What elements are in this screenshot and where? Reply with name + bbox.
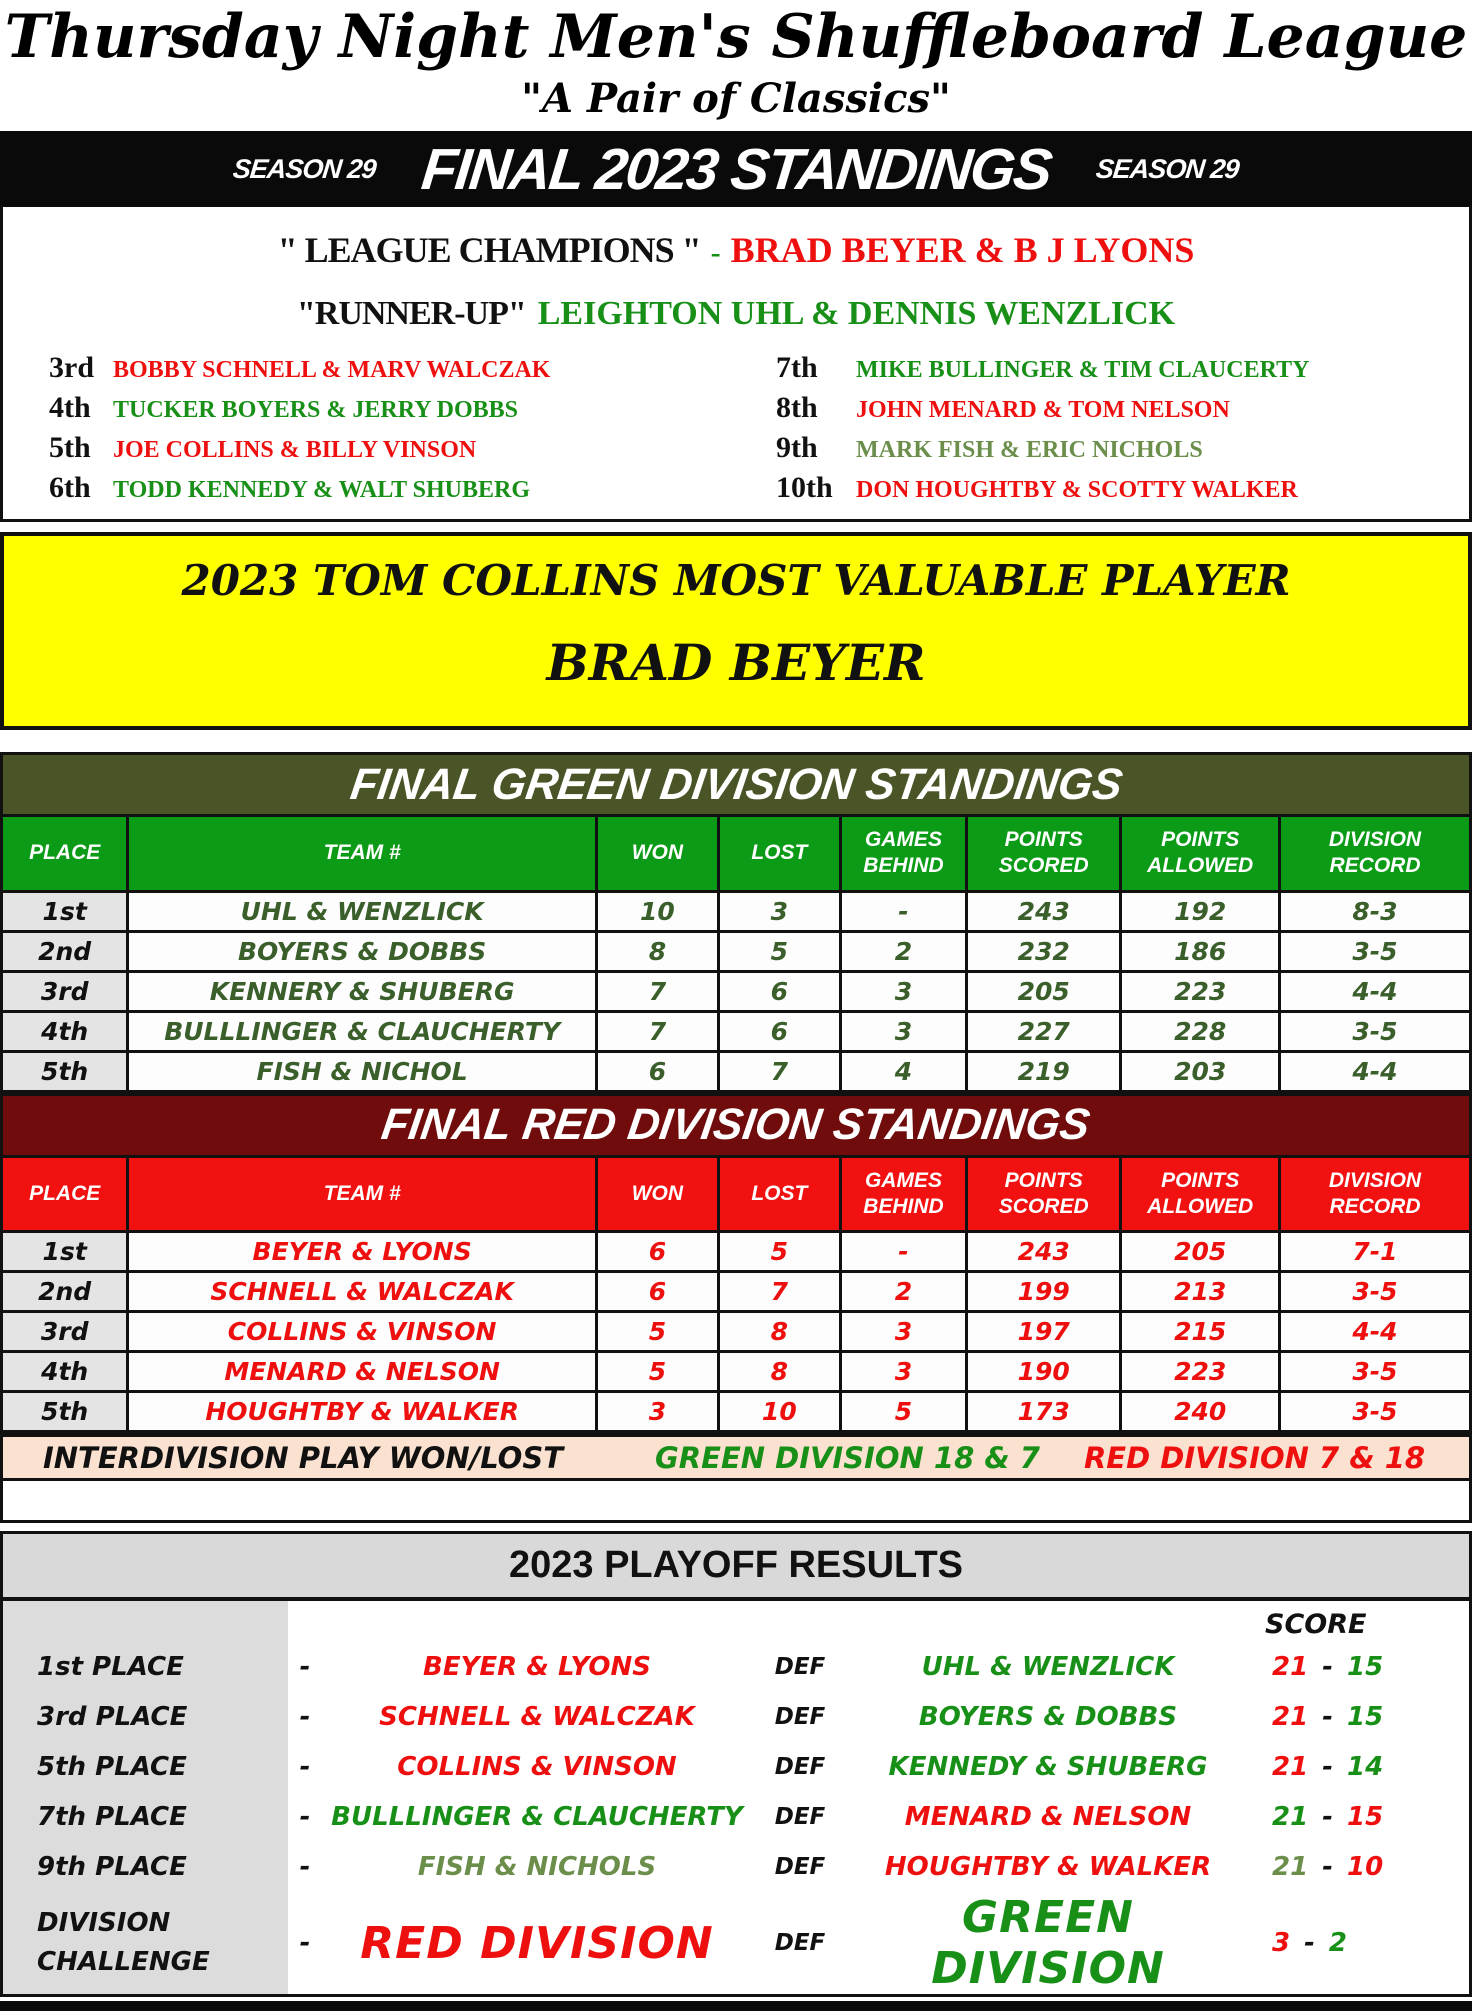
- green-division-rows: [2, 891, 1471, 1091]
- games-behind-cell: 3: [840, 1312, 966, 1352]
- place-cell: 1st: [2, 1232, 128, 1272]
- lost-cell: 8: [718, 1352, 840, 1392]
- playoff-def-label: DEF: [774, 1704, 826, 1730]
- playoff-place-label: [3, 1904, 288, 1982]
- runner-up-names: LEIGHTON UHL & DENNIS WENZLICK: [537, 295, 1176, 332]
- placing-rank: 9th: [776, 431, 818, 464]
- points-scored-cell: 227: [967, 1011, 1121, 1051]
- season-left: SEASON 29: [231, 153, 378, 184]
- loser-score: 15: [1346, 1652, 1384, 1682]
- red-division-banner: [2, 1094, 1471, 1156]
- placing-rank: 4th: [49, 391, 91, 424]
- lost-cell: 6: [718, 1011, 840, 1051]
- points-scored-cell: 219: [967, 1051, 1121, 1091]
- placing-rank: 5th: [49, 431, 91, 464]
- points-allowed-cell: 186: [1121, 931, 1280, 971]
- games-behind-cell: 3: [840, 1352, 966, 1392]
- playoff-score: [1248, 1802, 1469, 1832]
- playoff-dash: -: [299, 1702, 311, 1732]
- placing-team-names: MARK FISH & ERIC NICHOLS: [856, 437, 1203, 463]
- playoff-winner: BEYER & LYONS: [423, 1652, 651, 1682]
- playoff-dash: -: [299, 1928, 311, 1958]
- playoff-score: [1248, 1852, 1469, 1882]
- column-header: DIVISION RECORD: [1279, 1156, 1470, 1232]
- playoffs-body: [3, 1601, 1469, 1994]
- games-behind-cell: 5: [840, 1392, 966, 1432]
- division-record-cell: 8-3: [1279, 891, 1470, 931]
- playoff-place-line: CHALLENGE: [37, 1947, 210, 1977]
- games-behind-cell: 3: [840, 971, 966, 1011]
- loser-score: 15: [1346, 1802, 1384, 1832]
- playoff-loser: HOUGHTBY & WALKER: [884, 1852, 1212, 1882]
- runner-up-label: "RUNNER-UP": [296, 295, 526, 332]
- playoff-def-label: DEF: [774, 1754, 826, 1780]
- division-table-row: [2, 971, 1471, 1011]
- lost-cell: 7: [718, 1272, 840, 1312]
- placing-item: [21, 391, 736, 425]
- playoff-dash: -: [299, 1752, 311, 1782]
- spacer: [0, 730, 1472, 752]
- lost-cell: 7: [718, 1051, 840, 1091]
- placing-item: [736, 391, 1451, 425]
- playoffs-rows: [3, 1642, 1469, 1994]
- column-header: POINTS ALLOWED: [1121, 816, 1280, 892]
- division-table-row: [2, 1352, 1471, 1392]
- playoff-place-label: [3, 1652, 288, 1682]
- division-table-row: [2, 1272, 1471, 1312]
- placing-rank: 8th: [776, 391, 818, 424]
- won-cell: 5: [596, 1312, 718, 1352]
- playoffs-title: 2023 PLAYOFF RESULTS: [508, 1544, 963, 1586]
- points-scored-cell: 205: [967, 971, 1121, 1011]
- column-header: LOST: [718, 1156, 840, 1232]
- division-record-cell: 3-5: [1279, 1352, 1470, 1392]
- division-record-cell: 7-1: [1279, 1232, 1470, 1272]
- playoffs-section: [0, 1531, 1472, 1997]
- playoff-place-label: [3, 1702, 288, 1732]
- placing-team-names: JOE COLLINS & BILLY VINSON: [113, 437, 477, 463]
- playoff-place-line: 7th PLACE: [37, 1802, 187, 1832]
- playoff-score: [1248, 1752, 1469, 1782]
- blank-strip: [0, 1481, 1472, 1523]
- score-column-header: SCORE: [1265, 1609, 1367, 1640]
- playoff-def-label: DEF: [774, 1854, 826, 1880]
- team-cell: SCHNELL & WALCZAK: [128, 1272, 597, 1312]
- playoff-loser: UHL & WENZLICK: [921, 1652, 1175, 1682]
- placing-rank: 3rd: [49, 351, 94, 384]
- games-behind-cell: 4: [840, 1051, 966, 1091]
- red-division-table: [0, 1093, 1472, 1434]
- season-banner: [0, 131, 1472, 207]
- division-record-cell: 4-4: [1279, 1312, 1470, 1352]
- green-division-banner: [2, 754, 1471, 816]
- points-allowed-cell: 192: [1121, 891, 1280, 931]
- green-division-banner-text: FINAL GREEN DIVISION STANDINGS: [347, 759, 1125, 809]
- playoff-score: [1248, 1928, 1469, 1958]
- interdivision-strip: [0, 1433, 1472, 1481]
- winner-score: 21: [1272, 1852, 1309, 1882]
- lost-cell: 5: [718, 1232, 840, 1272]
- playoff-score: [1248, 1702, 1469, 1732]
- playoff-place-label: [3, 1752, 288, 1782]
- playoff-place-line: 5th PLACE: [37, 1752, 187, 1782]
- place-cell: 3rd: [2, 971, 128, 1011]
- score-separator: -: [1322, 1802, 1333, 1832]
- score-separator: -: [1322, 1752, 1333, 1782]
- playoff-row: [3, 1742, 1469, 1792]
- division-table-row: [2, 891, 1471, 931]
- placing-item: [21, 351, 736, 385]
- won-cell: 5: [596, 1352, 718, 1392]
- champions-box: [0, 207, 1472, 522]
- column-header: PLACE: [2, 816, 128, 892]
- team-cell: COLLINS & VINSON: [128, 1312, 597, 1352]
- placing-rank: 7th: [776, 351, 818, 384]
- points-allowed-cell: 203: [1121, 1051, 1280, 1091]
- points-allowed-cell: 223: [1121, 971, 1280, 1011]
- points-scored-cell: 232: [967, 931, 1121, 971]
- team-cell: BEYER & LYONS: [128, 1232, 597, 1272]
- season-right: SEASON 29: [1094, 153, 1241, 184]
- games-behind-cell: 2: [840, 1272, 966, 1312]
- points-allowed-cell: 223: [1121, 1352, 1280, 1392]
- score-separator: -: [1322, 1652, 1333, 1682]
- loser-score: 14: [1346, 1752, 1384, 1782]
- division-record-cell: 4-4: [1279, 971, 1470, 1011]
- green-division-table: [0, 752, 1472, 1093]
- loser-score: 15: [1346, 1702, 1384, 1732]
- red-division-rows: [2, 1232, 1471, 1432]
- games-behind-cell: -: [840, 1232, 966, 1272]
- column-header: POINTS SCORED: [967, 816, 1121, 892]
- place-cell: 4th: [2, 1352, 128, 1392]
- division-table-row: [2, 1232, 1471, 1272]
- winner-score: 21: [1272, 1652, 1309, 1682]
- score-separator: -: [1322, 1702, 1333, 1732]
- winner-score: 21: [1272, 1802, 1309, 1832]
- games-behind-cell: 3: [840, 1011, 966, 1051]
- points-allowed-cell: 205: [1121, 1232, 1280, 1272]
- won-cell: 7: [596, 971, 718, 1011]
- games-behind-cell: -: [840, 891, 966, 931]
- placing-item: [736, 351, 1451, 385]
- place-cell: 5th: [2, 1392, 128, 1432]
- playoff-place-label: [3, 1802, 288, 1832]
- placing-item: [736, 431, 1451, 465]
- playoff-row: [3, 1842, 1469, 1892]
- place-cell: 2nd: [2, 931, 128, 971]
- playoff-loser: GREEN DIVISION: [931, 1892, 1165, 1994]
- won-cell: 6: [596, 1272, 718, 1312]
- winner-score: 21: [1272, 1702, 1309, 1732]
- mvp-title: 2023 TOM COLLINS MOST VALUABLE PLAYER: [181, 556, 1291, 605]
- placing-item: [21, 471, 736, 505]
- placing-item: [21, 431, 736, 465]
- playoff-winner: BULLLINGER & CLAUCHERTY: [331, 1802, 743, 1832]
- playoff-row: [3, 1642, 1469, 1692]
- playoff-row: [3, 1792, 1469, 1842]
- interdivision-red-record: RED DIVISION 7 & 18: [1083, 1440, 1426, 1475]
- points-scored-cell: 243: [967, 891, 1121, 931]
- column-header: WON: [596, 1156, 718, 1232]
- playoff-row: [3, 1692, 1469, 1742]
- score-separator: -: [1304, 1928, 1315, 1958]
- placing-team-names: DON HOUGHTBY & SCOTTY WALKER: [856, 477, 1298, 503]
- place-cell: 5th: [2, 1051, 128, 1091]
- team-cell: MENARD & NELSON: [128, 1352, 597, 1392]
- column-header: DIVISION RECORD: [1279, 816, 1470, 892]
- division-table-row: [2, 1051, 1471, 1091]
- division-record-cell: 3-5: [1279, 1011, 1470, 1051]
- won-cell: 10: [596, 891, 718, 931]
- champions-dash: -: [710, 236, 721, 269]
- red-division-header-row: [2, 1156, 1471, 1232]
- placing-rank: 6th: [49, 471, 91, 504]
- column-header: PLACE: [2, 1156, 128, 1232]
- division-table-row: [2, 1392, 1471, 1432]
- champions-names: BRAD BEYER & B J LYONS: [730, 230, 1195, 270]
- score-column-header-row: [3, 1601, 1469, 1642]
- league-title: Thursday Night Men's Shuffleboard League: [4, 2, 1468, 72]
- column-header: TEAM #: [128, 816, 597, 892]
- points-allowed-cell: 213: [1121, 1272, 1280, 1312]
- playoff-place-line: DIVISION: [37, 1908, 171, 1938]
- column-header: WON: [596, 816, 718, 892]
- division-record-cell: 3-5: [1279, 1392, 1470, 1432]
- playoff-row: [3, 1892, 1469, 1994]
- playoff-dash: -: [299, 1652, 311, 1682]
- winner-score: 3: [1272, 1928, 1291, 1958]
- playoff-place-label: [3, 1852, 288, 1882]
- playoff-loser: MENARD & NELSON: [904, 1802, 1192, 1832]
- column-header: POINTS SCORED: [967, 1156, 1121, 1232]
- playoff-winner: COLLINS & VINSON: [397, 1752, 677, 1782]
- column-header: LOST: [718, 816, 840, 892]
- lost-cell: 3: [718, 891, 840, 931]
- winner-score: 21: [1272, 1752, 1309, 1782]
- playoffs-header: [3, 1534, 1469, 1601]
- placing-team-names: JOHN MENARD & TOM NELSON: [856, 397, 1230, 423]
- division-table-row: [2, 1011, 1471, 1051]
- bottom-rule: [0, 2001, 1472, 2011]
- points-scored-cell: 199: [967, 1272, 1121, 1312]
- interdivision-label: INTERDIVISION PLAY WON/LOST: [43, 1440, 563, 1475]
- won-cell: 6: [596, 1051, 718, 1091]
- loser-score: 2: [1328, 1928, 1347, 1958]
- mvp-name: BRAD BEYER: [546, 633, 926, 692]
- placing-team-names: TODD KENNEDY & WALT SHUBERG: [113, 477, 530, 503]
- team-cell: HOUGHTBY & WALKER: [128, 1392, 597, 1432]
- playoff-score: [1248, 1652, 1469, 1682]
- won-cell: 8: [596, 931, 718, 971]
- team-cell: BOYERS & DOBBS: [128, 931, 597, 971]
- playoff-dash: -: [299, 1802, 311, 1832]
- playoff-def-label: DEF: [774, 1804, 826, 1830]
- playoff-place-line: 3rd PLACE: [37, 1702, 188, 1732]
- place-cell: 1st: [2, 891, 128, 931]
- points-allowed-cell: 240: [1121, 1392, 1280, 1432]
- points-scored-cell: 197: [967, 1312, 1121, 1352]
- division-table-row: [2, 931, 1471, 971]
- placing-rank: 10th: [776, 471, 833, 504]
- column-header: POINTS ALLOWED: [1121, 1156, 1280, 1232]
- playoff-place-line: 1st PLACE: [37, 1652, 184, 1682]
- green-division-header-row: [2, 816, 1471, 892]
- playoff-loser: BOYERS & DOBBS: [918, 1702, 1178, 1732]
- playoff-winner: FISH & NICHOLS: [417, 1852, 657, 1882]
- red-division-banner-text: FINAL RED DIVISION STANDINGS: [378, 1100, 1094, 1149]
- division-record-cell: 4-4: [1279, 1051, 1470, 1091]
- runner-up-line: [13, 295, 1459, 333]
- games-behind-cell: 2: [840, 931, 966, 971]
- division-record-cell: 3-5: [1279, 1272, 1470, 1312]
- champions-label: " LEAGUE CHAMPIONS ": [277, 230, 701, 270]
- league-subtitle: "A Pair of Classics": [521, 75, 951, 122]
- team-cell: BULLLINGER & CLAUCHERTY: [128, 1011, 597, 1051]
- points-allowed-cell: 228: [1121, 1011, 1280, 1051]
- placing-team-names: MIKE BULLINGER & TIM CLAUCERTY: [856, 357, 1310, 383]
- won-cell: 6: [596, 1232, 718, 1272]
- loser-score: 10: [1346, 1852, 1384, 1882]
- division-table-row: [2, 1312, 1471, 1352]
- playoff-def-label: DEF: [774, 1654, 826, 1680]
- division-record-cell: 3-5: [1279, 931, 1470, 971]
- team-cell: KENNERY & SHUBERG: [128, 971, 597, 1011]
- points-scored-cell: 190: [967, 1352, 1121, 1392]
- interdivision-green-record: GREEN DIVISION 18 & 7: [655, 1440, 1040, 1475]
- points-allowed-cell: 215: [1121, 1312, 1280, 1352]
- won-cell: 3: [596, 1392, 718, 1432]
- playoff-def-label: DEF: [774, 1930, 826, 1956]
- score-separator: -: [1322, 1852, 1333, 1882]
- column-header: TEAM #: [128, 1156, 597, 1232]
- placings-grid: [13, 351, 1459, 509]
- team-cell: FISH & NICHOL: [128, 1051, 597, 1091]
- placing-team-names: BOBBY SCHNELL & MARV WALCZAK: [113, 357, 551, 383]
- points-scored-cell: 173: [967, 1392, 1121, 1432]
- placing-team-names: TUCKER BOYERS & JERRY DOBBS: [113, 397, 518, 423]
- lost-cell: 8: [718, 1312, 840, 1352]
- place-cell: 4th: [2, 1011, 128, 1051]
- place-cell: 3rd: [2, 1312, 128, 1352]
- playoff-place-line: 9th PLACE: [37, 1852, 187, 1882]
- won-cell: 7: [596, 1011, 718, 1051]
- lost-cell: 6: [718, 971, 840, 1011]
- column-header: GAMES BEHIND: [840, 1156, 966, 1232]
- column-header: GAMES BEHIND: [840, 816, 966, 892]
- mvp-banner: [0, 532, 1472, 730]
- place-cell: 2nd: [2, 1272, 128, 1312]
- playoff-dash: -: [299, 1852, 311, 1882]
- playoff-winner: RED DIVISION: [360, 1917, 714, 1969]
- standings-title: FINAL 2023 STANDINGS: [418, 136, 1054, 202]
- document-header: [0, 0, 1472, 121]
- team-cell: UHL & WENZLICK: [128, 891, 597, 931]
- champions-line: [13, 229, 1459, 271]
- lost-cell: 5: [718, 931, 840, 971]
- placing-item: [736, 471, 1451, 505]
- lost-cell: 10: [718, 1392, 840, 1432]
- playoff-loser: KENNEDY & SHUBERG: [888, 1752, 1208, 1782]
- points-scored-cell: 243: [967, 1232, 1121, 1272]
- playoff-winner: SCHNELL & WALCZAK: [379, 1702, 695, 1732]
